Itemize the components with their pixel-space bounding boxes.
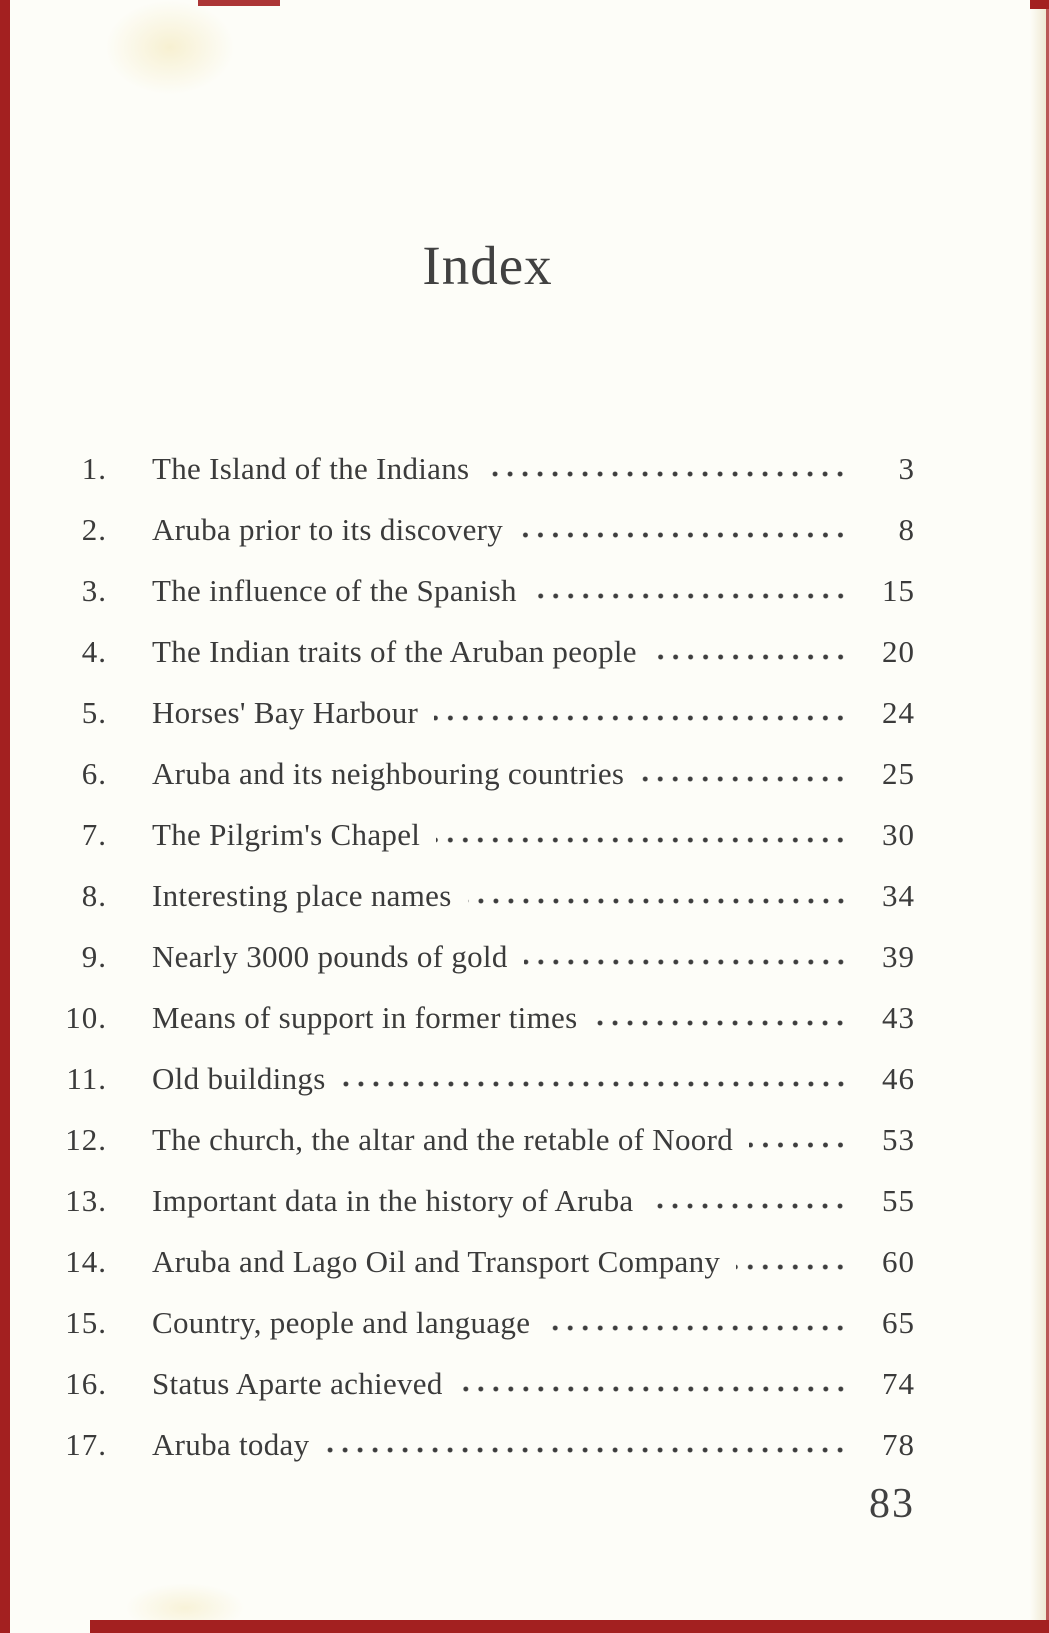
dot-leader [342, 1079, 851, 1089]
toc-item-title: The Indian traits of the Aruban people [152, 634, 637, 669]
toc-item-title: The Pilgrim's Chapel [152, 817, 421, 852]
toc-item-number: 4. [81, 634, 107, 669]
toc-item-title: Old buildings [152, 1061, 326, 1096]
toc-item-page: 25 [882, 756, 915, 791]
toc-item-title: The church, the altar and the retable of Noord [152, 1122, 734, 1157]
toc-row-1 [60, 438, 915, 499]
toc-item-page: 39 [882, 939, 915, 974]
toc-item-title: Nearly 3000 pounds of gold [152, 939, 508, 974]
toc-item-page: 8 [898, 512, 915, 547]
dot-leader [736, 1262, 851, 1272]
toc-row-17 [60, 1414, 915, 1475]
scan-edge-bottom [90, 1620, 1049, 1633]
toc-item-page: 65 [882, 1305, 915, 1340]
toc-item-page: 20 [882, 634, 915, 669]
toc-item-title: Aruba and Lago Oil and Transport Company [152, 1244, 721, 1279]
toc-item-title: The Island of the Indians [152, 451, 470, 486]
page-edge-shading [1030, 0, 1046, 1633]
toc-item-number: 3. [81, 573, 107, 608]
toc-item-title: Interesting place names [152, 878, 452, 913]
toc-item-page: 30 [882, 817, 915, 852]
dot-leader [436, 835, 851, 845]
dot-leader [459, 1384, 851, 1394]
toc-item-page: 78 [882, 1427, 915, 1462]
dot-leader [593, 1018, 851, 1028]
toc-item-number: 14. [65, 1244, 107, 1279]
toc-row-7 [60, 804, 915, 865]
toc-item-number: 1. [81, 451, 107, 486]
toc-row-4 [60, 621, 915, 682]
page-number: 83 [869, 1481, 915, 1527]
toc-item-title: Important data in the history of Aruba [152, 1183, 634, 1218]
toc-row-14 [60, 1231, 915, 1292]
toc-item-number: 6. [81, 756, 107, 791]
toc-item-page: 3 [898, 451, 915, 486]
toc-item-number: 2. [81, 512, 107, 547]
toc-item-number: 17. [65, 1427, 107, 1462]
toc-item-number: 11. [66, 1061, 107, 1096]
toc-item-page: 53 [882, 1122, 915, 1157]
page-title: Index [422, 235, 553, 296]
toc-item-number: 12. [65, 1122, 107, 1157]
toc-row-16 [60, 1353, 915, 1414]
toc-item-number: 9. [81, 939, 107, 974]
dot-leader [640, 774, 851, 784]
dot-leader [325, 1445, 851, 1455]
dot-leader [434, 713, 851, 723]
dot-leader [749, 1140, 851, 1150]
toc-item-title: Aruba and its neighbouring countries [152, 756, 625, 791]
toc-row-9 [60, 926, 915, 987]
dot-leader [519, 530, 851, 540]
toc-item-number: 5. [81, 695, 107, 730]
dot-leader [649, 1201, 851, 1211]
dot-leader [653, 652, 851, 662]
toc-row-3 [60, 560, 915, 621]
dot-leader [546, 1323, 851, 1333]
toc-item-number: 7. [81, 817, 107, 852]
toc-row-15 [60, 1292, 915, 1353]
scan-edge-left [0, 0, 10, 1633]
toc-item-page: 15 [882, 573, 915, 608]
dot-leader [485, 469, 851, 479]
toc-item-number: 16. [65, 1366, 107, 1401]
toc-item-title: Status Aparte achieved [152, 1366, 443, 1401]
toc-item-number: 13. [65, 1183, 107, 1218]
toc-item-title: The influence of the Spanish [152, 573, 517, 608]
toc-item-page: 74 [882, 1366, 915, 1401]
toc-item-number: 8. [81, 878, 107, 913]
toc-item-page: 46 [882, 1061, 915, 1096]
toc-row-10 [60, 987, 915, 1048]
toc-item-page: 55 [882, 1183, 915, 1218]
dot-leader [533, 591, 851, 601]
toc-row-13 [60, 1170, 915, 1231]
toc-item-title: Aruba today [152, 1427, 310, 1462]
toc-row-6 [60, 743, 915, 804]
toc-row-11 [60, 1048, 915, 1109]
toc-item-number: 10. [65, 1000, 107, 1035]
index-list [60, 438, 915, 1475]
toc-item-title: Country, people and language [152, 1305, 531, 1340]
scan-edge-top-left [198, 0, 280, 6]
toc-row-8 [60, 865, 915, 926]
dot-leader [524, 957, 851, 967]
toc-row-5 [60, 682, 915, 743]
toc-item-page: 24 [882, 695, 915, 730]
toc-item-page: 43 [882, 1000, 915, 1035]
scan-stain-top-left [105, 0, 235, 95]
toc-item-title: Aruba prior to its discovery [152, 512, 504, 547]
toc-item-page: 60 [882, 1244, 915, 1279]
toc-item-title: Means of support in former times [152, 1000, 578, 1035]
toc-row-12 [60, 1109, 915, 1170]
toc-row-2 [60, 499, 915, 560]
toc-item-number: 15. [65, 1305, 107, 1340]
toc-item-page: 34 [882, 878, 915, 913]
dot-leader [468, 896, 851, 906]
toc-item-title: Horses' Bay Harbour [152, 695, 419, 730]
